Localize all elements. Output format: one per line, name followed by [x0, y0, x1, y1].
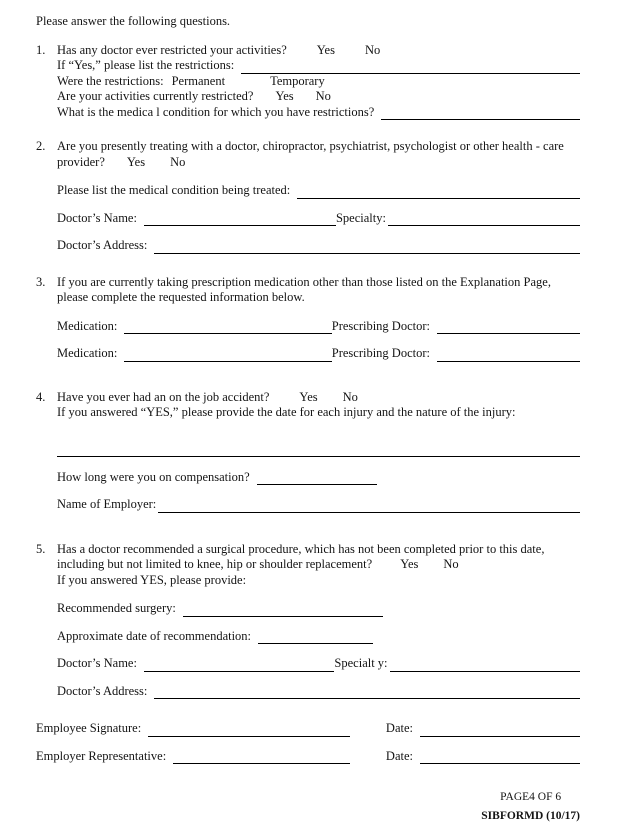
- q5-surgery-field[interactable]: [183, 616, 383, 617]
- q2-doctor-address-field[interactable]: [154, 253, 580, 254]
- q5-specialty-field[interactable]: [390, 671, 580, 672]
- q1-restriction-type-label: Were the restrictions:: [57, 73, 164, 88]
- q4-compensation-label: How long were you on compensation?: [57, 469, 250, 484]
- q2-number: 2.: [36, 139, 46, 153]
- q3-medication2-label: Medication:: [57, 346, 118, 360]
- q3-prescribing-doctor1-field[interactable]: [437, 333, 580, 334]
- q1-restrictions-row: [57, 58, 580, 74]
- q1-condition-field[interactable]: [381, 119, 580, 120]
- question-4: [36, 390, 580, 513]
- q2-doctor-name-field[interactable]: [144, 225, 336, 226]
- q2-doctor-address-row: [57, 238, 580, 254]
- q4-if-yes-text: If you answered “YES,” please provide the date for each injury and the nature of the injury:: [57, 405, 516, 419]
- employee-signature-label: Employee Signature:: [36, 721, 142, 735]
- q2-specialty-field[interactable]: [388, 225, 580, 226]
- q3-medication1-label: Medication:: [57, 318, 118, 333]
- q3-medication1-field[interactable]: [124, 333, 331, 334]
- q1-currently-question: Are your activities currently restricted?: [57, 89, 254, 103]
- signature-block: [36, 721, 580, 764]
- q2-doctor-address-label: Doctor’s Address:: [57, 238, 148, 252]
- q1-temporary-option[interactable]: Temporary: [270, 73, 325, 88]
- q1-number: 1.: [36, 42, 46, 57]
- q3-question-text: If you are currently taking prescription medication other than those listed on the Explanation Page, please complete the requested information below.: [57, 274, 551, 304]
- q1-condition-row: [57, 105, 580, 121]
- q1-currently-yes-option[interactable]: Yes: [275, 89, 294, 103]
- q3-prescribing-doctor1-label: Prescribing Doctor:: [331, 318, 430, 333]
- q5-recommendation-date-field[interactable]: [258, 643, 373, 644]
- q2-doctor-name-label: Doctor’s Name:: [57, 210, 137, 225]
- question-3: [36, 275, 580, 362]
- q4-no-option[interactable]: No: [342, 389, 358, 404]
- q5-recommendation-date-label: Approximate date of recommendation:: [57, 628, 252, 643]
- q3-medication1-row: [57, 319, 580, 335]
- question-1: [36, 43, 580, 121]
- q3-medication2-row: [57, 346, 580, 362]
- page-footer: [36, 788, 580, 826]
- q1-question-text: Has any doctor ever restricted your activities?: [57, 42, 287, 57]
- q4-employer-field[interactable]: [158, 512, 580, 513]
- q1-currently-row: [57, 89, 580, 105]
- employer-representative-field[interactable]: [173, 763, 350, 764]
- q2-question-text: Are you presently treating with a doctor, chiropractor, psychiatrist, psychologist or other health - care provider?: [57, 139, 564, 169]
- q4-question-text: Have you ever had an on the job accident?: [57, 389, 270, 404]
- employer-date-label: Date:: [385, 748, 413, 763]
- q3-prescribing-doctor2-field[interactable]: [437, 361, 580, 362]
- q1-permanent-option[interactable]: Permanent: [171, 73, 226, 88]
- q5-no-option[interactable]: No: [443, 557, 459, 571]
- q2-condition-row: [57, 183, 580, 199]
- q4-yes-option[interactable]: Yes: [299, 389, 318, 404]
- q5-doctor-name-row: [57, 656, 580, 672]
- q4-employer-label: Name of Employer:: [57, 497, 157, 511]
- q5-question-text: Has a doctor recommended a surgical procedure, which has not been completed prior to this date, including but not limited to knee, hip or shoulder replacement?: [57, 541, 545, 571]
- q1-restrictions-label: If “Yes,” please list the restrictions:: [57, 58, 235, 72]
- q1-question-line: [57, 43, 580, 59]
- employer-representative-label: Employer Representative:: [36, 748, 167, 763]
- question-5: [36, 542, 580, 700]
- q4-compensation-field[interactable]: [257, 484, 377, 485]
- q5-recommendation-date-row: [57, 629, 580, 645]
- q1-no-option[interactable]: No: [364, 42, 381, 57]
- q1-currently-no-option[interactable]: No: [315, 89, 331, 103]
- q2-no-option[interactable]: No: [170, 154, 186, 169]
- employee-signature-field[interactable]: [148, 736, 350, 737]
- q5-doctor-address-field[interactable]: [154, 698, 580, 699]
- q2-question-line: [57, 139, 580, 170]
- employer-date-field[interactable]: [420, 763, 580, 764]
- footer-page-number: PAGE4 OF 6: [500, 791, 562, 803]
- employee-date-field[interactable]: [420, 736, 580, 737]
- q5-specialty-label: Specialt y:: [334, 656, 388, 670]
- q5-doctor-name-label: Doctor’s Name:: [57, 656, 137, 670]
- q2-specialty-label: Specialty:: [335, 210, 386, 225]
- q3-medication2-field[interactable]: [124, 361, 331, 362]
- q5-question-line: [57, 542, 580, 573]
- q1-yes-option[interactable]: Yes: [316, 42, 335, 57]
- intro-text: Please answer the following questions.: [36, 14, 231, 28]
- q5-if-yes-text: If you answered YES, please provide:: [57, 572, 247, 587]
- q3-number: 3.: [36, 274, 46, 289]
- q5-surgery-label: Recommended surgery:: [57, 601, 176, 615]
- q5-number: 5.: [36, 541, 46, 556]
- q3-prescribing-doctor2-label: Prescribing Doctor:: [331, 346, 430, 360]
- q2-yes-option[interactable]: Yes: [126, 154, 146, 169]
- q4-injury-field[interactable]: [57, 442, 580, 457]
- employee-date-label: Date:: [385, 721, 413, 735]
- q2-condition-label: Please list the medical condition being treated:: [57, 183, 291, 197]
- q5-surgery-row: [57, 601, 580, 617]
- q4-compensation-row: [57, 470, 580, 486]
- q1-condition-label: What is the medica l condition for which you have restrictions?: [57, 104, 375, 119]
- q2-doctor-name-row: [57, 211, 580, 227]
- q2-condition-field[interactable]: [297, 198, 580, 199]
- q5-yes-option[interactable]: Yes: [400, 557, 419, 571]
- q5-doctor-name-field[interactable]: [144, 671, 334, 672]
- employer-representative-row: [36, 749, 580, 765]
- q4-employer-row: [57, 497, 580, 513]
- q5-doctor-address-row: [57, 684, 580, 700]
- q1-restriction-type-row: [57, 74, 580, 90]
- footer-form-code: SIBFORMD (10/17): [481, 810, 580, 822]
- q4-question-line: [57, 390, 580, 406]
- q5-doctor-address-label: Doctor’s Address:: [57, 683, 148, 698]
- q4-number: 4.: [36, 389, 46, 404]
- question-2: [36, 139, 580, 254]
- employee-signature-row: [36, 721, 580, 737]
